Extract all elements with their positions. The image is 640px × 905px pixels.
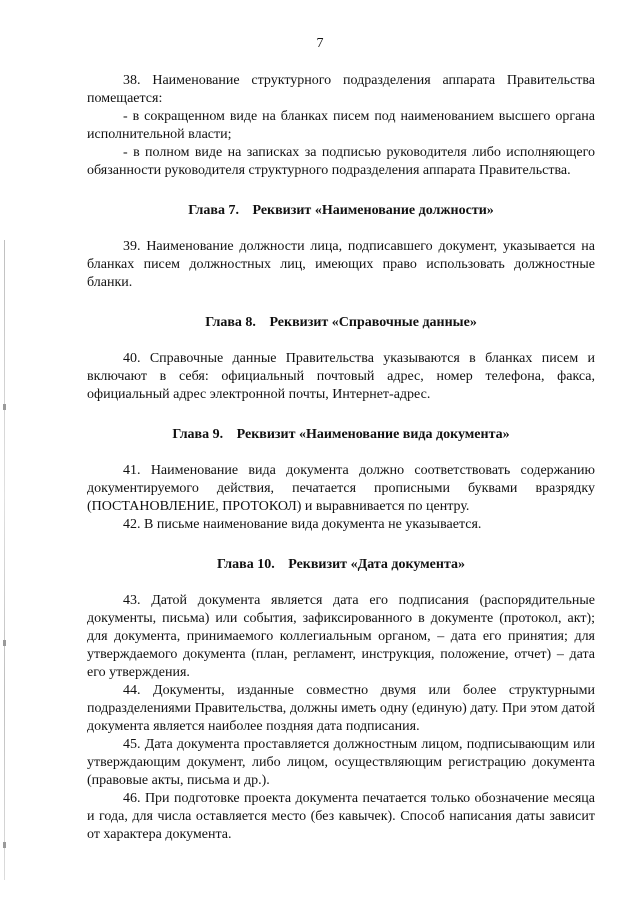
paragraph-40 — [87, 350, 595, 404]
chapter-heading — [87, 314, 595, 332]
paragraph-39 — [87, 238, 595, 292]
chapter-number: Глава 10. — [216, 557, 275, 572]
chapter-heading — [87, 426, 595, 444]
chapter-number: Глава 9. — [172, 427, 224, 442]
item-number: 39. — [123, 239, 141, 254]
scan-mark — [3, 404, 6, 410]
item-number: 43. — [123, 593, 141, 608]
scan-mark — [3, 842, 6, 848]
item-text: Дата документа проставляется должностным лицом, подписывающим или утверждающим документ, либо лицом, осуществляющим регистрацию документа (правовые акты, письма и др.). — [87, 737, 595, 788]
item-number: 40. — [123, 351, 141, 366]
bullet-text: в сокращенном виде на бланках писем под наименованием высшего органа исполнительной власти; — [87, 109, 596, 142]
item-number: 46. — [123, 791, 141, 806]
item-number: 42. — [123, 517, 141, 532]
item-number: 45. — [123, 737, 141, 752]
chapter-number: Глава 7. — [188, 203, 239, 218]
chapter-heading — [87, 556, 595, 574]
scan-edge-shadow — [4, 240, 5, 880]
item-text: Наименование должности лица, подписавшего документ, указывается на бланках писем должностных лиц, имеющих право использовать должностные бланки. — [87, 239, 596, 290]
item-text: В письме наименование вида документа не указывается. — [144, 517, 482, 532]
item-text: Датой документа является дата его подписания (распорядительные документы, письма) или события, зафиксированного в документе (протокол, акт); для документа, принимаемого коллегиальным органом, – дата его принятия; для утверждаемого документа (план, регламент, инструкция, положение, отчет) – дата его утверждения. — [87, 593, 596, 680]
chapter-title: Реквизит «Наименование должности» — [252, 203, 494, 218]
document-body — [87, 72, 595, 844]
item-number: 44. — [123, 683, 141, 698]
item-text: Наименование вида документа должно соответствовать содержанию документируемого действия, печатается прописными буквами вразрядку (ПОСТАНОВЛЕНИЕ, ПРОТОКОЛ) и выравнивается по центру. — [87, 463, 595, 514]
bullet-mark: - — [123, 145, 128, 160]
bullet-item — [87, 108, 595, 144]
chapter-number: Глава 8. — [205, 315, 256, 330]
paragraph-46 — [87, 790, 595, 844]
item-number: 41. — [123, 463, 141, 478]
bullet-item — [87, 144, 595, 180]
chapter-heading — [87, 202, 595, 220]
item-text: Наименование структурного подразделения аппарата Правительства помещается: — [87, 73, 596, 106]
bullet-mark: - — [123, 109, 128, 124]
paragraph-41 — [87, 462, 595, 516]
item-text: При подготовке проекта документа печатается только обозначение месяца и года, для числа оставляется место (без кавычек). Способ написания даты зависит от характера документа. — [87, 791, 595, 842]
chapter-title: Реквизит «Справочные данные» — [269, 315, 477, 330]
paragraph-43 — [87, 592, 595, 682]
paragraph-45 — [87, 736, 595, 790]
item-number: 38. — [123, 73, 141, 88]
paragraph-42 — [87, 516, 595, 534]
paragraph-38 — [87, 72, 595, 108]
item-text: Справочные данные Правительства указываются в бланках писем и включают в себя: официальный почтовый адрес, номер телефона, факса, официальный адрес электронной почты, Интернет-адрес. — [87, 351, 595, 402]
chapter-title: Реквизит «Дата документа» — [288, 557, 466, 572]
bullet-text: в полном виде на записках за подписью руководителя либо исполняющего обязанности руководителя структурного подразделения аппарата Правительства. — [87, 145, 596, 178]
chapter-title: Реквизит «Наименование вида документа» — [236, 427, 510, 442]
paragraph-44 — [87, 682, 595, 736]
page-number: 7 — [316, 36, 324, 51]
item-text: Документы, изданные совместно двумя или более структурными подразделениями Правительства, должны иметь одну (единую) дату. При этом датой документа является наиболее поздняя дата подписания. — [87, 683, 595, 734]
scan-mark — [3, 640, 6, 646]
